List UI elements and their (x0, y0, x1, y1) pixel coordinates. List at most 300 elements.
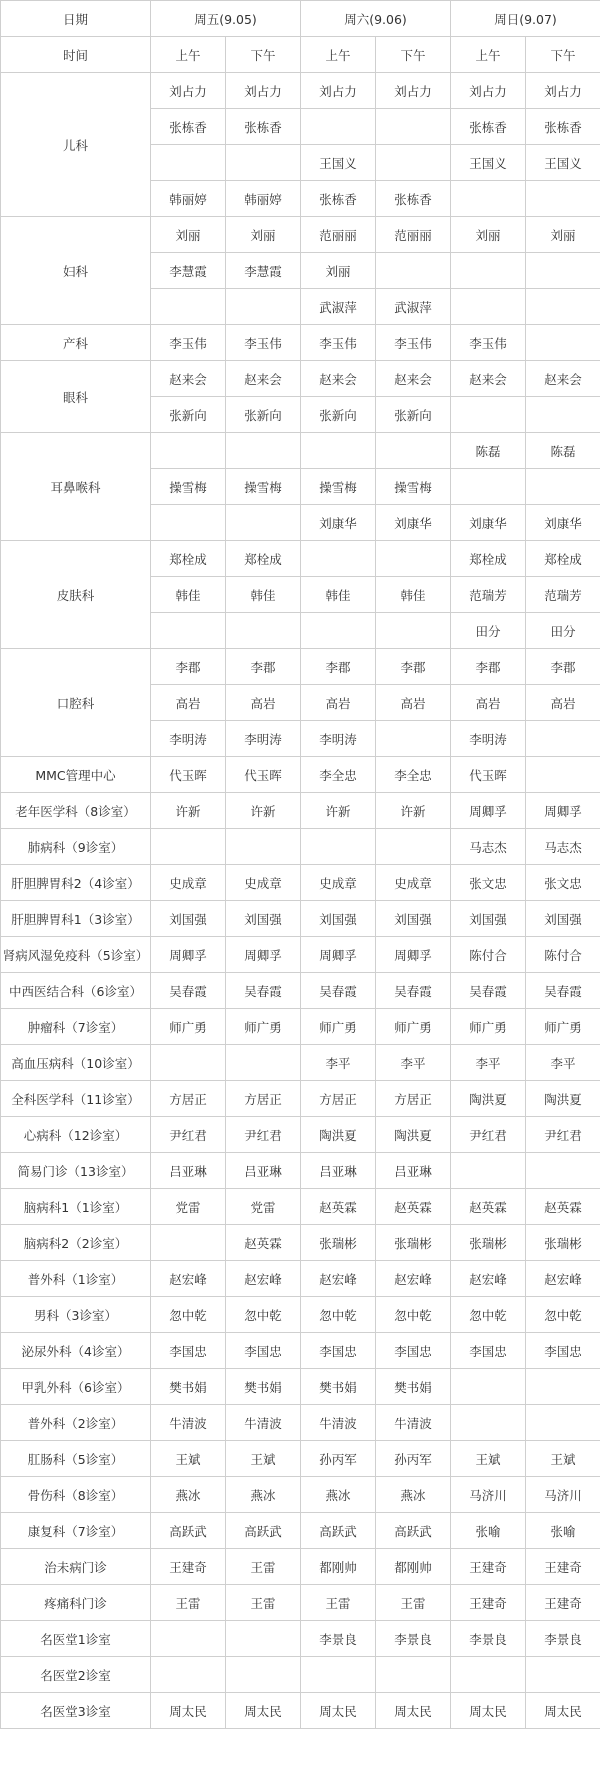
doctor-cell: 张喻 (451, 1513, 526, 1549)
doctor-cell: 周卿孚 (226, 937, 301, 973)
doctor-cell: 张新向 (376, 397, 451, 433)
department-name: 普外科（1诊室） (1, 1261, 151, 1297)
doctor-cell: 党雷 (226, 1189, 301, 1225)
doctor-cell (526, 1405, 600, 1441)
doctor-cell (451, 1369, 526, 1405)
doctor-cell (376, 109, 451, 145)
department-name: 名医堂1诊室 (1, 1621, 151, 1657)
doctor-cell: 吴春霞 (301, 973, 376, 1009)
department-name: 肾病风湿免疫科（5诊室） (1, 937, 151, 973)
doctor-cell: 吴春霞 (376, 973, 451, 1009)
doctor-cell: 刘占力 (226, 73, 301, 109)
doctor-cell: 王建奇 (526, 1549, 600, 1585)
doctor-cell (526, 253, 600, 289)
doctor-cell: 李郡 (451, 649, 526, 685)
doctor-cell: 王雷 (376, 1585, 451, 1621)
doctor-cell: 高岩 (526, 685, 600, 721)
doctor-cell: 李全忠 (376, 757, 451, 793)
doctor-cell: 赵来会 (526, 361, 600, 397)
doctor-cell: 吕亚琳 (151, 1153, 226, 1189)
department-name: 甲乳外科（6诊室） (1, 1369, 151, 1405)
doctor-cell: 师广勇 (451, 1009, 526, 1045)
department-name: 肝胆脾胃科2（4诊室） (1, 865, 151, 901)
department-name: 肝胆脾胃科1（3诊室） (1, 901, 151, 937)
table-row (1, 1549, 600, 1585)
doctor-cell: 张栋香 (526, 109, 600, 145)
doctor-cell: 周太民 (451, 1693, 526, 1729)
doctor-cell: 吴春霞 (526, 973, 600, 1009)
doctor-cell: 韩丽婷 (151, 181, 226, 217)
doctor-cell: 韩佳 (226, 577, 301, 613)
doctor-cell: 王建奇 (451, 1549, 526, 1585)
doctor-cell: 李国忠 (376, 1333, 451, 1369)
doctor-cell: 高跃武 (376, 1513, 451, 1549)
doctor-cell: 马志杰 (451, 829, 526, 865)
doctor-cell: 操雪梅 (226, 469, 301, 505)
doctor-cell: 赵来会 (226, 361, 301, 397)
doctor-cell: 刘占力 (376, 73, 451, 109)
doctor-cell: 史成章 (376, 865, 451, 901)
department-name: 产科 (1, 325, 151, 361)
doctor-cell: 王建奇 (451, 1585, 526, 1621)
doctor-cell (526, 289, 600, 325)
doctor-cell: 王雷 (301, 1585, 376, 1621)
table-row (1, 1477, 600, 1513)
doctor-cell: 党雷 (151, 1189, 226, 1225)
doctor-cell: 李国忠 (226, 1333, 301, 1369)
day-header-sun: 周日(9.07) (451, 1, 600, 37)
doctor-cell (376, 433, 451, 469)
doctor-cell: 师广勇 (526, 1009, 600, 1045)
department-name: 儿科 (1, 73, 151, 217)
table-row (1, 1045, 600, 1081)
doctor-cell: 张喻 (526, 1513, 600, 1549)
table-row (1, 433, 600, 469)
doctor-cell (226, 1045, 301, 1081)
doctor-cell (451, 253, 526, 289)
doctor-cell (151, 145, 226, 181)
doctor-cell: 忽中乾 (451, 1297, 526, 1333)
doctor-cell: 吕亚琳 (301, 1153, 376, 1189)
table-row (1, 649, 600, 685)
table-row (1, 1009, 600, 1045)
doctor-cell: 吴春霞 (151, 973, 226, 1009)
doctor-cell: 吴春霞 (451, 973, 526, 1009)
doctor-cell: 李平 (451, 1045, 526, 1081)
doctor-cell: 周卿孚 (301, 937, 376, 973)
table-row (1, 757, 600, 793)
doctor-cell: 武淑萍 (301, 289, 376, 325)
department-name: 耳鼻喉科 (1, 433, 151, 541)
doctor-cell: 许新 (151, 793, 226, 829)
schedule-body (1, 1, 600, 1729)
doctor-cell: 张瑞彬 (451, 1225, 526, 1261)
department-name: MMC管理中心 (1, 757, 151, 793)
doctor-cell: 张新向 (226, 397, 301, 433)
doctor-cell: 刘康华 (451, 505, 526, 541)
department-name: 妇科 (1, 217, 151, 325)
doctor-cell: 代玉晖 (226, 757, 301, 793)
doctor-cell (151, 829, 226, 865)
department-name: 名医堂3诊室 (1, 1693, 151, 1729)
table-row (1, 1657, 600, 1693)
table-row (1, 217, 600, 253)
doctor-cell: 刘康华 (301, 505, 376, 541)
doctor-cell: 李郡 (301, 649, 376, 685)
table-row (1, 1513, 600, 1549)
doctor-cell: 师广勇 (376, 1009, 451, 1045)
doctor-cell: 李郡 (226, 649, 301, 685)
doctor-cell: 田分 (451, 613, 526, 649)
doctor-cell: 刘康华 (526, 505, 600, 541)
doctor-cell (526, 1657, 600, 1693)
doctor-cell (526, 325, 600, 361)
doctor-cell: 王斌 (151, 1441, 226, 1477)
doctor-cell: 代玉晖 (451, 757, 526, 793)
department-name: 中西医结合科（6诊室） (1, 973, 151, 1009)
department-name: 老年医学科（8诊室） (1, 793, 151, 829)
doctor-cell: 周卿孚 (451, 793, 526, 829)
doctor-cell: 韩佳 (376, 577, 451, 613)
doctor-cell (151, 433, 226, 469)
doctor-cell: 高跃武 (226, 1513, 301, 1549)
table-row (1, 1333, 600, 1369)
doctor-cell (526, 1369, 600, 1405)
doctor-cell: 王国义 (526, 145, 600, 181)
department-name: 康复科（7诊室） (1, 1513, 151, 1549)
table-row (1, 1117, 600, 1153)
doctor-cell: 范瑞芳 (526, 577, 600, 613)
doctor-cell: 张瑞彬 (376, 1225, 451, 1261)
doctor-cell: 王雷 (151, 1585, 226, 1621)
doctor-cell (301, 541, 376, 577)
doctor-cell: 韩丽婷 (226, 181, 301, 217)
doctor-cell: 尹红君 (151, 1117, 226, 1153)
doctor-cell: 张栋香 (376, 181, 451, 217)
department-name: 口腔科 (1, 649, 151, 757)
department-name: 名医堂2诊室 (1, 1657, 151, 1693)
doctor-cell: 许新 (301, 793, 376, 829)
doctor-cell: 高岩 (226, 685, 301, 721)
doctor-cell: 陶洪夏 (526, 1081, 600, 1117)
doctor-cell: 张文忠 (526, 865, 600, 901)
header-row-slots (1, 37, 600, 73)
department-name: 高血压病科（10诊室） (1, 1045, 151, 1081)
department-name: 心病科（12诊室） (1, 1117, 151, 1153)
doctor-cell (451, 1657, 526, 1693)
doctor-cell: 师广勇 (301, 1009, 376, 1045)
table-row (1, 1261, 600, 1297)
doctor-cell (376, 829, 451, 865)
doctor-cell: 操雪梅 (301, 469, 376, 505)
doctor-cell: 李慧霞 (151, 253, 226, 289)
doctor-cell (451, 469, 526, 505)
doctor-cell (301, 433, 376, 469)
doctor-cell: 陈磊 (451, 433, 526, 469)
doctor-cell: 李玉伟 (301, 325, 376, 361)
table-row (1, 937, 600, 973)
doctor-cell: 刘占力 (526, 73, 600, 109)
table-row (1, 1621, 600, 1657)
header-date-label: 日期 (1, 1, 151, 37)
doctor-cell: 许新 (376, 793, 451, 829)
doctor-cell (376, 145, 451, 181)
doctor-cell (376, 721, 451, 757)
doctor-cell: 赵英霖 (526, 1189, 600, 1225)
doctor-cell (451, 1153, 526, 1189)
doctor-cell (226, 1621, 301, 1657)
doctor-cell: 张瑞彬 (526, 1225, 600, 1261)
doctor-cell: 方居正 (376, 1081, 451, 1117)
doctor-cell: 方居正 (226, 1081, 301, 1117)
doctor-cell: 代玉晖 (151, 757, 226, 793)
doctor-cell: 张文忠 (451, 865, 526, 901)
doctor-cell: 郑栓成 (151, 541, 226, 577)
table-row (1, 829, 600, 865)
header-time-label: 时间 (1, 37, 151, 73)
doctor-cell (226, 145, 301, 181)
department-name: 治未病门诊 (1, 1549, 151, 1585)
doctor-cell: 李明涛 (301, 721, 376, 757)
doctor-cell: 周太民 (526, 1693, 600, 1729)
doctor-cell (526, 721, 600, 757)
table-row (1, 1693, 600, 1729)
department-name: 皮肤科 (1, 541, 151, 649)
doctor-cell (226, 1657, 301, 1693)
doctor-cell (526, 1153, 600, 1189)
doctor-cell: 忽中乾 (301, 1297, 376, 1333)
doctor-cell: 马济川 (451, 1477, 526, 1513)
doctor-cell: 都刚帅 (376, 1549, 451, 1585)
doctor-cell: 刘丽 (151, 217, 226, 253)
doctor-cell (151, 1225, 226, 1261)
table-row (1, 1441, 600, 1477)
doctor-cell: 赵宏峰 (451, 1261, 526, 1297)
doctor-cell: 都刚帅 (301, 1549, 376, 1585)
doctor-cell: 李玉伟 (226, 325, 301, 361)
doctor-cell: 赵英霖 (301, 1189, 376, 1225)
doctor-cell: 李郡 (526, 649, 600, 685)
doctor-cell: 张新向 (151, 397, 226, 433)
table-row (1, 1297, 600, 1333)
doctor-cell: 尹红君 (226, 1117, 301, 1153)
doctor-cell: 刘康华 (376, 505, 451, 541)
doctor-cell (301, 829, 376, 865)
doctor-cell: 吴春霞 (226, 973, 301, 1009)
slot-header: 上午 (301, 37, 376, 73)
doctor-cell: 王国义 (451, 145, 526, 181)
doctor-cell: 刘丽 (226, 217, 301, 253)
doctor-cell (451, 1405, 526, 1441)
doctor-cell: 燕冰 (151, 1477, 226, 1513)
table-row (1, 865, 600, 901)
slot-header: 上午 (151, 37, 226, 73)
department-name: 泌尿外科（4诊室） (1, 1333, 151, 1369)
doctor-cell: 尹红君 (451, 1117, 526, 1153)
table-row (1, 1405, 600, 1441)
doctor-cell: 李全忠 (301, 757, 376, 793)
doctor-cell: 高跃武 (151, 1513, 226, 1549)
doctor-cell: 韩佳 (301, 577, 376, 613)
doctor-cell: 刘占力 (151, 73, 226, 109)
doctor-cell: 樊书娟 (376, 1369, 451, 1405)
table-row (1, 541, 600, 577)
doctor-cell: 牛清波 (151, 1405, 226, 1441)
doctor-cell: 樊书娟 (151, 1369, 226, 1405)
doctor-cell: 史成章 (301, 865, 376, 901)
doctor-cell: 燕冰 (301, 1477, 376, 1513)
doctor-cell: 马济川 (526, 1477, 600, 1513)
doctor-cell: 王建奇 (151, 1549, 226, 1585)
doctor-cell: 高岩 (376, 685, 451, 721)
doctor-cell: 赵宏峰 (376, 1261, 451, 1297)
doctor-cell: 牛清波 (376, 1405, 451, 1441)
doctor-cell (226, 505, 301, 541)
doctor-cell (301, 109, 376, 145)
table-row (1, 1153, 600, 1189)
slot-header: 下午 (226, 37, 301, 73)
doctor-cell: 李慧霞 (226, 253, 301, 289)
doctor-cell: 陶洪夏 (301, 1117, 376, 1153)
doctor-cell: 高跃武 (301, 1513, 376, 1549)
table-row (1, 1081, 600, 1117)
doctor-cell (526, 181, 600, 217)
doctor-cell: 李平 (301, 1045, 376, 1081)
doctor-cell: 赵英霖 (376, 1189, 451, 1225)
doctor-cell (376, 541, 451, 577)
doctor-cell: 高岩 (151, 685, 226, 721)
table-row (1, 1585, 600, 1621)
doctor-cell: 燕冰 (226, 1477, 301, 1513)
doctor-cell: 张瑞彬 (301, 1225, 376, 1261)
doctor-cell: 刘国强 (151, 901, 226, 937)
slot-header: 上午 (451, 37, 526, 73)
department-name: 眼科 (1, 361, 151, 433)
doctor-cell: 赵来会 (376, 361, 451, 397)
doctor-cell: 尹红君 (526, 1117, 600, 1153)
doctor-cell (451, 181, 526, 217)
doctor-cell: 操雪梅 (376, 469, 451, 505)
doctor-cell: 张新向 (301, 397, 376, 433)
doctor-cell: 赵宏峰 (226, 1261, 301, 1297)
table-row (1, 325, 600, 361)
doctor-cell: 师广勇 (151, 1009, 226, 1045)
doctor-cell (376, 1657, 451, 1693)
doctor-cell: 李平 (526, 1045, 600, 1081)
slot-header: 下午 (376, 37, 451, 73)
doctor-cell (151, 613, 226, 649)
doctor-cell: 陈付合 (451, 937, 526, 973)
doctor-cell: 赵来会 (151, 361, 226, 397)
department-name: 脑病科2（2诊室） (1, 1225, 151, 1261)
doctor-cell: 李国忠 (301, 1333, 376, 1369)
doctor-cell: 赵英霖 (451, 1189, 526, 1225)
doctor-cell: 范丽丽 (301, 217, 376, 253)
doctor-cell: 刘占力 (451, 73, 526, 109)
doctor-cell: 李国忠 (451, 1333, 526, 1369)
doctor-cell: 李玉伟 (151, 325, 226, 361)
doctor-cell: 王斌 (526, 1441, 600, 1477)
department-name: 疼痛科门诊 (1, 1585, 151, 1621)
doctor-cell (301, 1657, 376, 1693)
doctor-cell: 周太民 (301, 1693, 376, 1729)
doctor-cell: 燕冰 (376, 1477, 451, 1513)
doctor-cell: 郑栓成 (226, 541, 301, 577)
doctor-cell: 李郡 (151, 649, 226, 685)
department-name: 普外科（2诊室） (1, 1405, 151, 1441)
doctor-cell (451, 289, 526, 325)
doctor-cell: 王建奇 (526, 1585, 600, 1621)
doctor-cell: 李明涛 (226, 721, 301, 757)
doctor-cell: 陈磊 (526, 433, 600, 469)
doctor-cell: 李景良 (451, 1621, 526, 1657)
doctor-cell (151, 505, 226, 541)
doctor-cell (451, 397, 526, 433)
doctor-cell: 刘国强 (526, 901, 600, 937)
doctor-cell: 高岩 (301, 685, 376, 721)
doctor-cell: 史成章 (151, 865, 226, 901)
doctor-cell: 忽中乾 (526, 1297, 600, 1333)
doctor-cell (151, 1621, 226, 1657)
doctor-cell: 陶洪夏 (451, 1081, 526, 1117)
doctor-cell: 樊书娟 (301, 1369, 376, 1405)
doctor-cell: 李玉伟 (451, 325, 526, 361)
doctor-cell: 方居正 (151, 1081, 226, 1117)
department-name: 全科医学科（11诊室） (1, 1081, 151, 1117)
doctor-cell: 李景良 (526, 1621, 600, 1657)
doctor-cell (301, 613, 376, 649)
table-row (1, 73, 600, 109)
doctor-cell: 李景良 (376, 1621, 451, 1657)
doctor-cell (376, 253, 451, 289)
table-row (1, 793, 600, 829)
doctor-cell: 牛清波 (226, 1405, 301, 1441)
department-name: 脑病科1（1诊室） (1, 1189, 151, 1225)
doctor-cell: 赵宏峰 (151, 1261, 226, 1297)
table-row (1, 1369, 600, 1405)
doctor-cell: 忽中乾 (226, 1297, 301, 1333)
doctor-cell: 周卿孚 (526, 793, 600, 829)
doctor-cell: 李平 (376, 1045, 451, 1081)
doctor-cell: 高岩 (451, 685, 526, 721)
doctor-cell (226, 289, 301, 325)
doctor-cell: 马志杰 (526, 829, 600, 865)
doctor-cell: 田分 (526, 613, 600, 649)
table-row (1, 1225, 600, 1261)
doctor-cell: 王斌 (226, 1441, 301, 1477)
doctor-cell: 刘丽 (451, 217, 526, 253)
doctor-cell: 李玉伟 (376, 325, 451, 361)
doctor-cell: 王雷 (226, 1585, 301, 1621)
doctor-cell: 刘丽 (301, 253, 376, 289)
doctor-cell: 王国义 (301, 145, 376, 181)
doctor-cell: 周太民 (151, 1693, 226, 1729)
doctor-cell: 周卿孚 (151, 937, 226, 973)
doctor-cell: 方居正 (301, 1081, 376, 1117)
doctor-cell: 张栋香 (301, 181, 376, 217)
doctor-cell: 陈付合 (526, 937, 600, 973)
doctor-cell (226, 829, 301, 865)
doctor-cell (526, 469, 600, 505)
doctor-cell: 赵来会 (451, 361, 526, 397)
doctor-cell: 孙丙军 (376, 1441, 451, 1477)
doctor-cell (376, 613, 451, 649)
department-name: 肺病科（9诊室） (1, 829, 151, 865)
doctor-cell: 张栋香 (226, 109, 301, 145)
doctor-cell: 赵来会 (301, 361, 376, 397)
doctor-cell: 樊书娟 (226, 1369, 301, 1405)
doctor-cell: 王雷 (226, 1549, 301, 1585)
